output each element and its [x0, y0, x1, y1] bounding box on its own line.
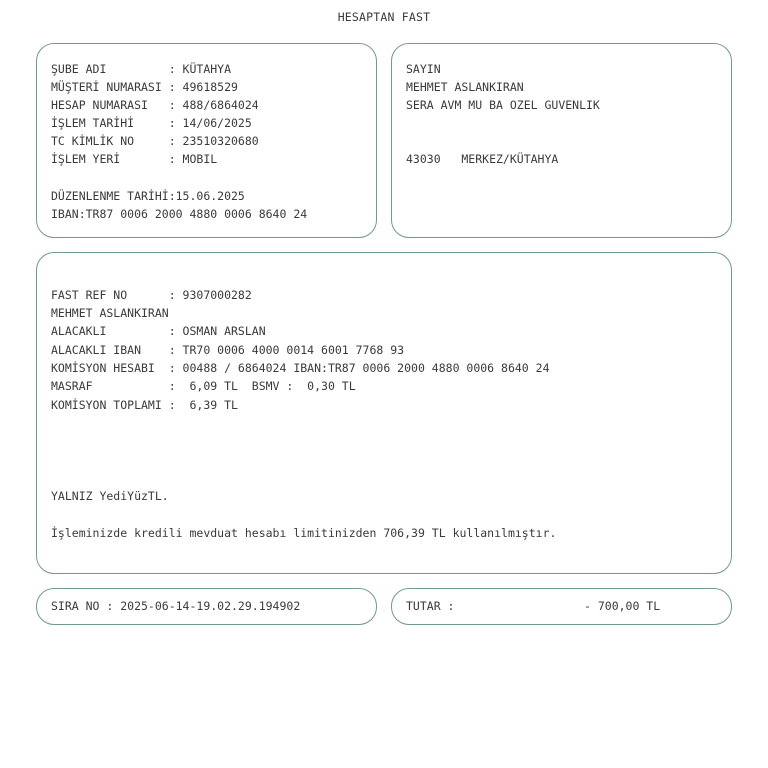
amount-panel: [391, 588, 732, 625]
sequence-number-panel: [36, 588, 377, 625]
receiver-line: ALACAKLI : OSMAN ARSLAN: [51, 324, 266, 338]
page-title: HESAPTAN FAST: [337, 10, 431, 24]
salutation: SAYIN: [406, 62, 441, 76]
transaction-date-line: İŞLEM TARİHİ : 14/06/2025: [51, 116, 252, 130]
amount-value: - 700,00 TL: [584, 599, 661, 613]
commission-account-line: KOMİSYON HESABI : 00488 / 6864024 IBAN:TR87 0006 2000 4880 0006 8640 24: [51, 361, 550, 375]
fast-ref-line: FAST REF NO : 9307000282: [51, 288, 252, 302]
receiver-iban-line: ALACAKLI IBAN : TR70 0006 4000 0014 6001 7768 93: [51, 343, 405, 357]
sender-name-line: MEHMET ASLANKIRAN: [51, 306, 169, 320]
customer-name: MEHMET ASLANKIRAN: [406, 80, 524, 94]
commission-total-line: KOMİSYON TOPLAMI : 6,39 TL: [51, 398, 238, 412]
company-name: SERA AVM MU BA OZEL GUVENLIK: [406, 98, 600, 112]
iban-line: IBAN:TR87 0006 2000 4880 0006 8640 24: [51, 207, 308, 221]
account-number-line: HESAP NUMARASI : 488/6864024: [51, 98, 259, 112]
branch-info-panel: [36, 43, 377, 238]
amount-label: TUTAR :: [406, 599, 455, 613]
tc-id-line: TC KİMLİK NO : 23510320680: [51, 134, 259, 148]
issue-date-line: DÜZENLENME TARİHİ:15.06.2025: [51, 189, 245, 203]
overdraft-note: İşleminizde kredili mevduat hesabı limitinizden 706,39 TL kullanılmıştır.: [51, 526, 557, 540]
postal-city: 43030 MERKEZ/KÜTAHYA: [406, 152, 559, 166]
sequence-number: SIRA NO : 2025-06-14-19.02.29.194902: [51, 599, 301, 613]
transaction-place-line: İŞLEM YERİ : MOBIL: [51, 152, 218, 166]
transaction-details-panel: [36, 252, 732, 574]
amount-in-words: YALNIZ YediYüzTL.: [51, 489, 169, 503]
branch-name-line: ŞUBE ADI : KÜTAHYA: [51, 62, 232, 76]
customer-number-line: MÜŞTERİ NUMARASI : 49618529: [51, 80, 238, 94]
address-panel: [391, 43, 732, 238]
fee-line: MASRAF : 6,09 TL BSMV : 0,30 TL: [51, 379, 356, 393]
